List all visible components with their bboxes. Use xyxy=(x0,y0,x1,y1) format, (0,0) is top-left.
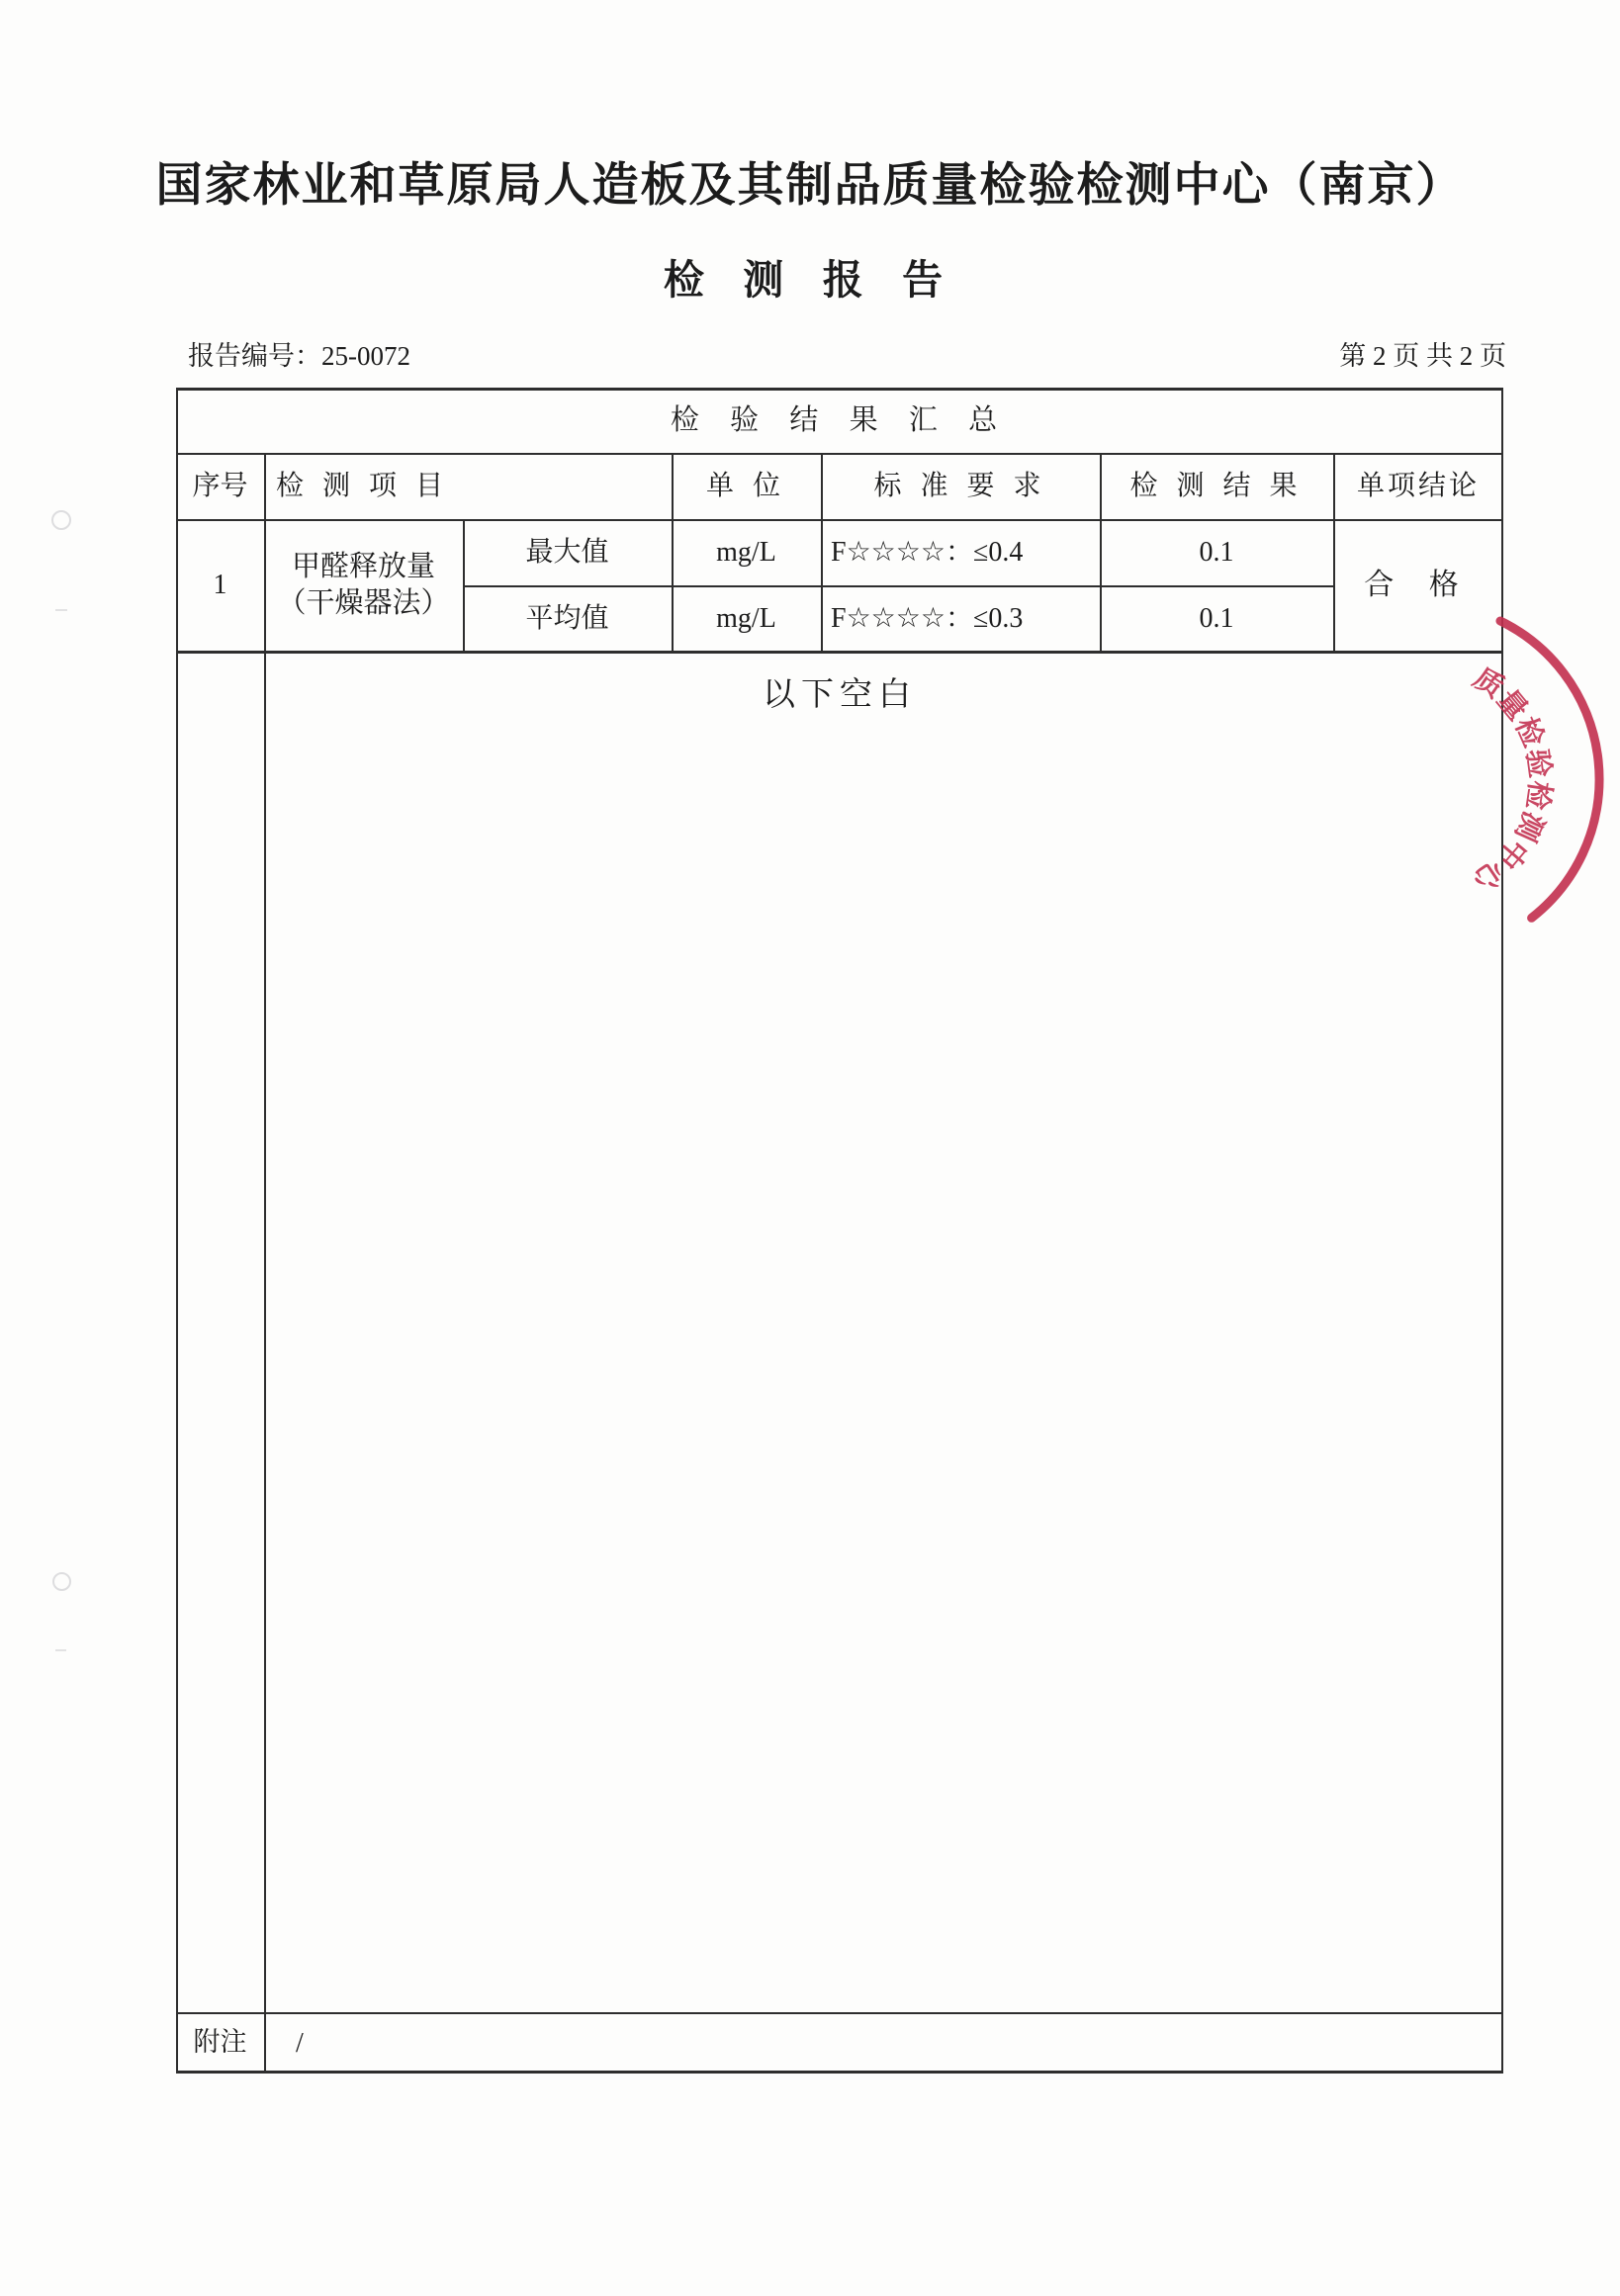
subrow-avg-requirement: F☆☆☆☆：≤0.3 xyxy=(831,602,1024,634)
subrow-max-unit: mg/L xyxy=(716,537,776,568)
report-meta-row xyxy=(188,334,1506,373)
results-table xyxy=(176,388,1503,2074)
report-number-value: 25-0072 xyxy=(321,341,410,371)
col-header-result: 检 测 结 果 xyxy=(1129,471,1304,501)
col-header-requirement: 标 准 要 求 xyxy=(873,471,1047,501)
item-name-line2: （干燥器法） xyxy=(277,586,450,619)
table-title: 检 验 结 果 汇 总 xyxy=(670,403,1010,436)
scan-artifact xyxy=(52,1572,71,1591)
scan-artifact xyxy=(55,1649,66,1653)
row-item-name xyxy=(264,519,463,651)
col-header-conclusion: 单项结论 xyxy=(1356,471,1480,501)
report-number-label: 报告编号： xyxy=(188,341,321,371)
col-header-item: 检 测 项 目 xyxy=(276,471,450,501)
item-name-line1: 甲醛释放量 xyxy=(291,551,435,583)
col-header-unit: 单 位 xyxy=(705,471,786,501)
subrow-max-result: 0.1 xyxy=(1199,537,1234,568)
subrow-avg-label: 平均值 xyxy=(525,602,609,634)
subrow-max-label: 最大值 xyxy=(525,537,609,568)
stamp-text: 质量检验检测中心 xyxy=(1466,662,1556,897)
subrow-avg-result: 0.1 xyxy=(1199,602,1234,634)
blank-below-note: 以下空白 xyxy=(763,677,917,714)
row-index: 1 xyxy=(213,570,227,600)
organization-title: 国家林业和草原局人造板及其制品质量检验检测中心（南京） xyxy=(155,158,1465,211)
footnote-label: 附注 xyxy=(193,2027,247,2058)
subrow-max-requirement: F☆☆☆☆：≤0.4 xyxy=(831,537,1024,568)
footnote-value: / xyxy=(296,2027,304,2059)
page-indicator: 第 2 页 共 2 页 xyxy=(1339,341,1506,371)
table-line-under-data xyxy=(176,651,1503,654)
report-number xyxy=(188,334,410,373)
row-conclusion: 合 格 xyxy=(1364,568,1473,601)
subrow-avg-unit: mg/L xyxy=(716,602,776,634)
document-title: 检 测 报 告 xyxy=(663,257,957,303)
scan-artifact xyxy=(51,510,71,530)
col-header-index: 序号 xyxy=(192,471,248,501)
scan-artifact xyxy=(55,609,67,613)
stamp-ring-arc xyxy=(1500,621,1599,918)
